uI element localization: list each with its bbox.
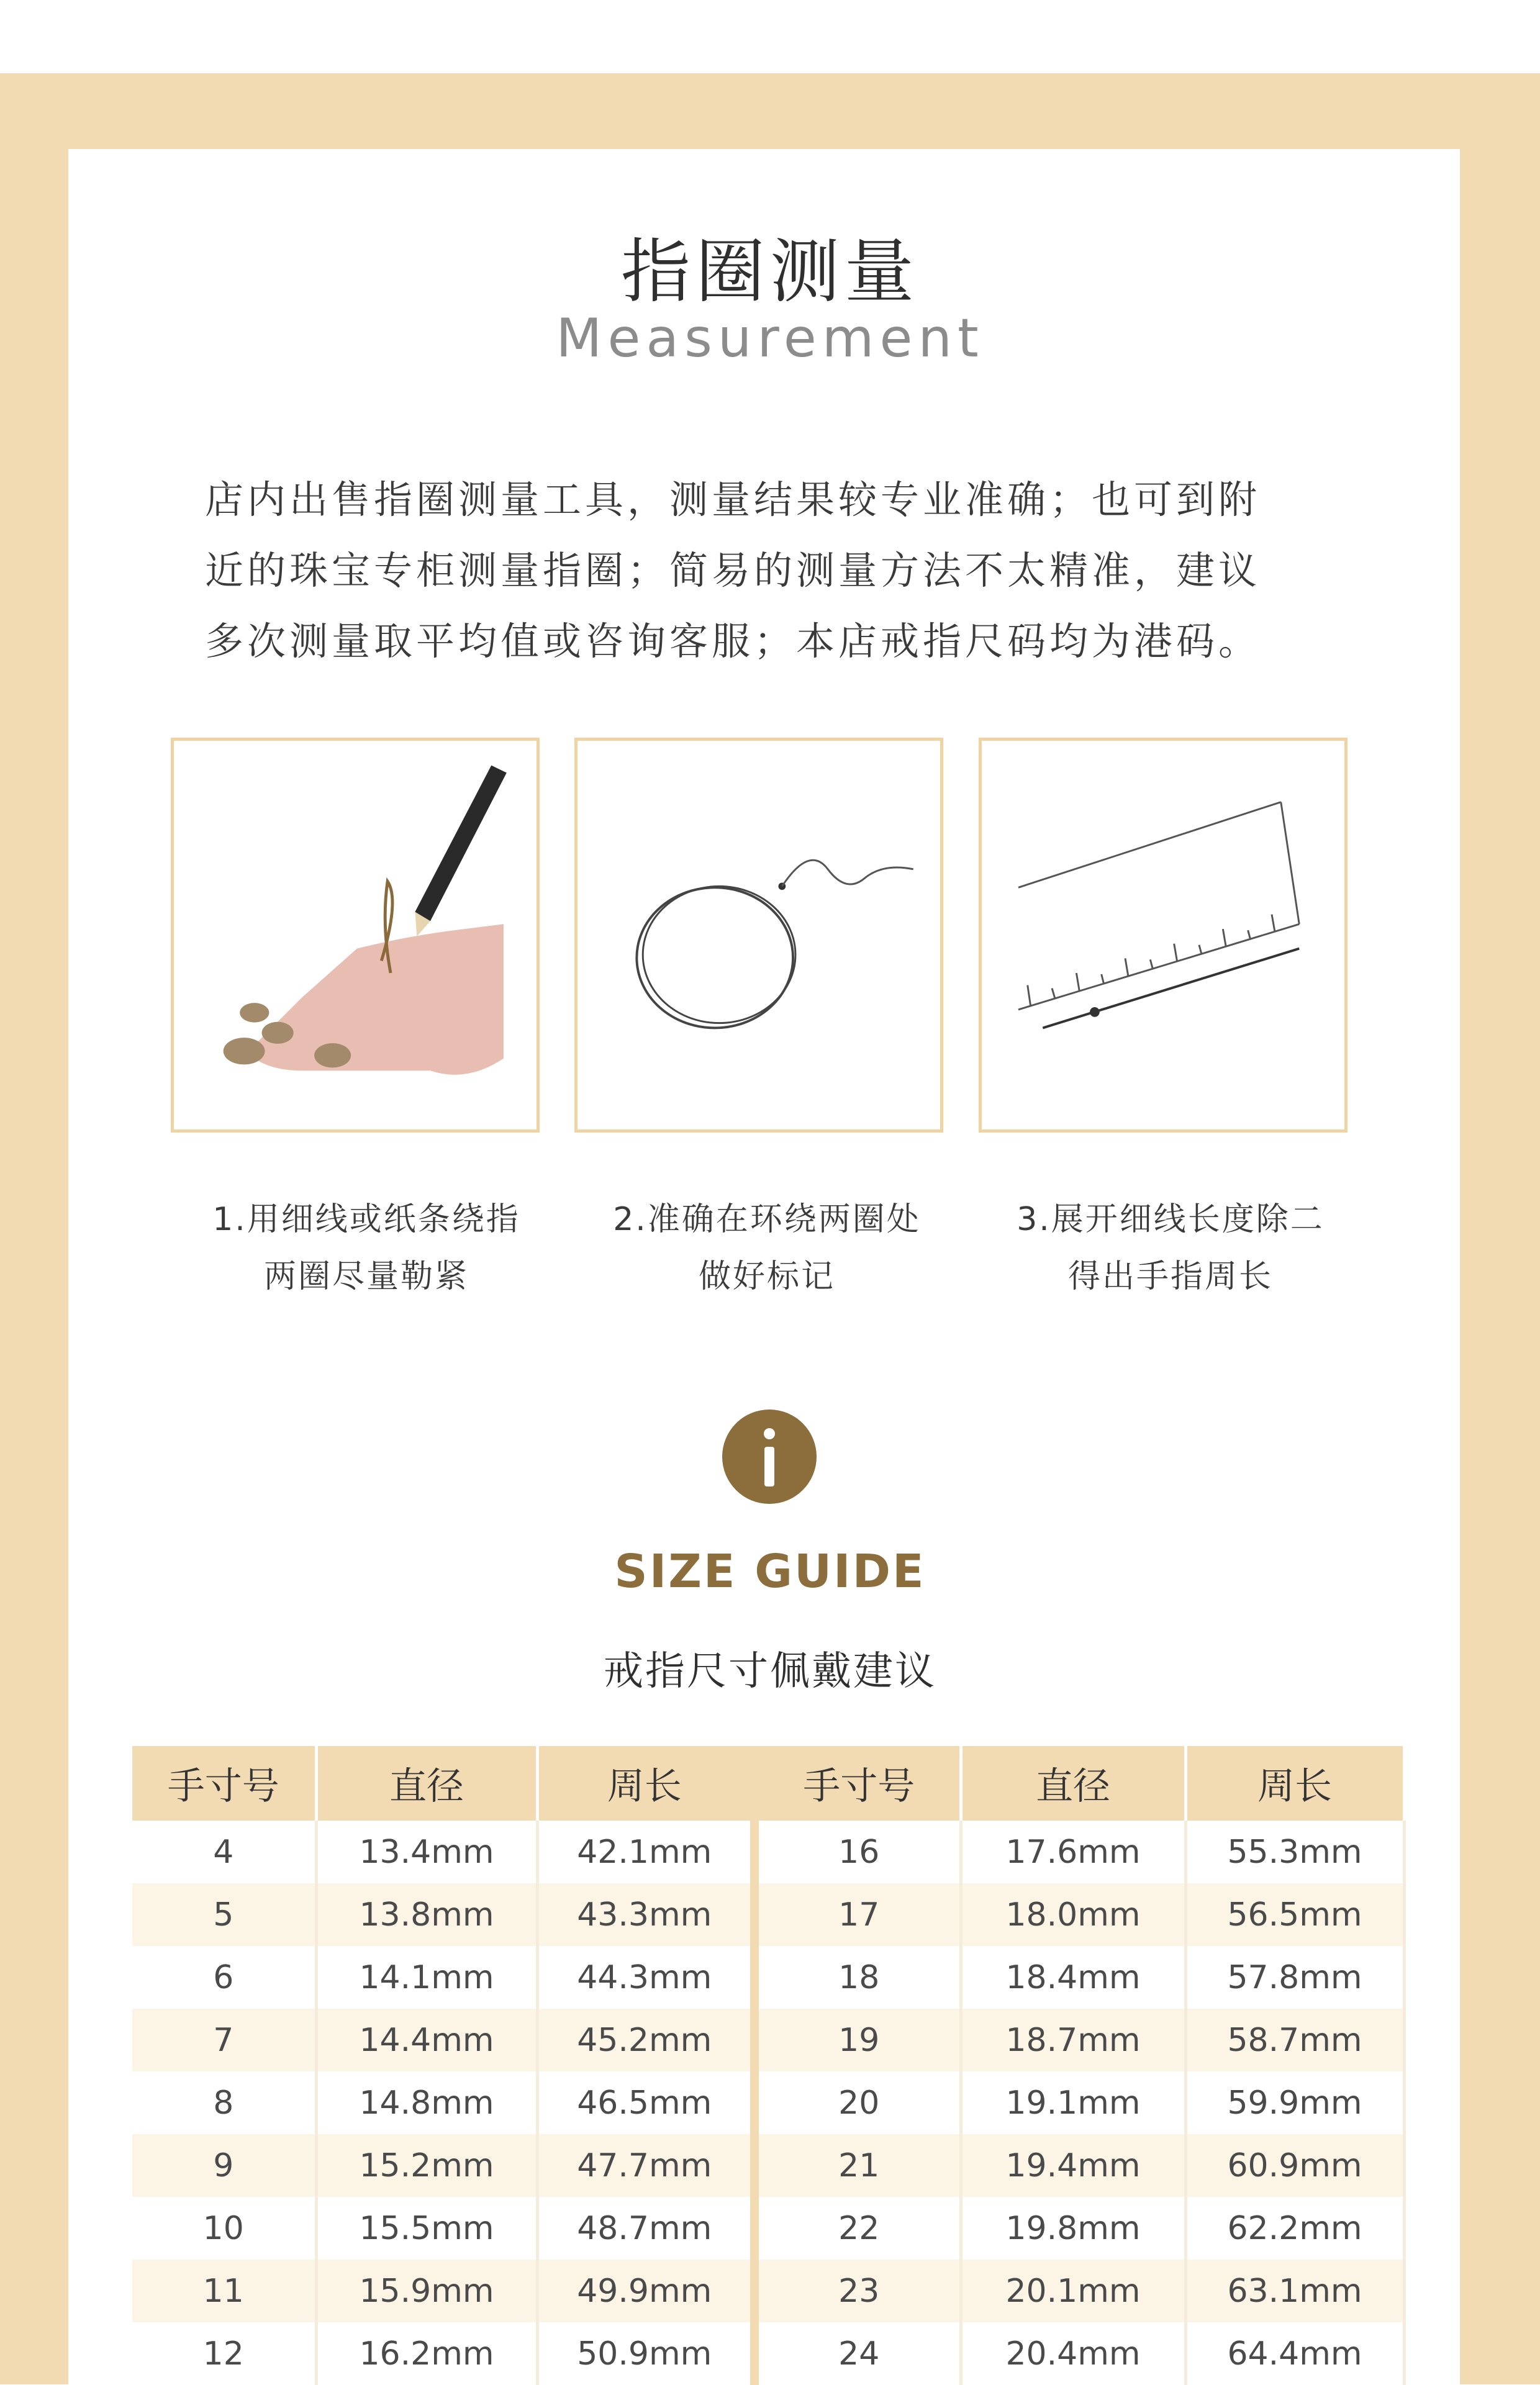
table-cell: 23 (754, 2260, 961, 2322)
table-cell: 56.5mm (1185, 1883, 1404, 1946)
page-title: 指圈测量 (621, 232, 919, 312)
table-cell: 16.2mm (316, 2322, 537, 2385)
table-row (132, 1821, 1404, 1883)
table-row (132, 2134, 1404, 2197)
table-cell: 16 (754, 1821, 961, 1883)
table-cell: 14.4mm (316, 2009, 537, 2071)
table-cell: 18.7mm (961, 2009, 1185, 2071)
header-circumference: 周长 (1185, 1746, 1404, 1821)
table-cell: 47.7mm (537, 2134, 754, 2197)
table-cell: 18.0mm (961, 1883, 1185, 1946)
table-cell: 57.8mm (1185, 1946, 1404, 2009)
table-cell: 48.7mm (537, 2197, 754, 2260)
table-row (132, 2071, 1404, 2134)
table-row (132, 1883, 1404, 1946)
table-cell: 50.9mm (537, 2322, 754, 2385)
table-row (132, 2009, 1404, 2071)
table-cell: 13.4mm (316, 1821, 537, 1883)
table-cell: 46.5mm (537, 2071, 754, 2134)
table-row (132, 2260, 1404, 2322)
table-cell: 14.1mm (316, 1946, 537, 2009)
step-3-caption-line1: 3.展开细线长度除二 (1017, 1201, 1325, 1238)
table-cell: 17 (754, 1883, 961, 1946)
table-row (132, 2322, 1404, 2385)
intro-line: 店内出售指圈测量工具，测量结果较专业准确；也可到附 (205, 477, 1261, 522)
size-guide-subtitle: 戒指尺寸佩戴建议 (604, 1649, 936, 1695)
table-cell: 49.9mm (537, 2260, 754, 2322)
table-cell: 44.3mm (537, 1946, 754, 2009)
table-cell: 18 (754, 1946, 961, 2009)
table-cell: 55.3mm (1185, 1821, 1404, 1883)
table-cell: 19.8mm (961, 2197, 1185, 2260)
step-1-illustration (171, 738, 540, 1133)
header-diameter: 直径 (961, 1746, 1185, 1821)
table-cell: 62.2mm (1185, 2197, 1404, 2260)
table-cell: 63.1mm (1185, 2260, 1404, 2322)
table-cell: 42.1mm (537, 1821, 754, 1883)
table-cell: 45.2mm (537, 2009, 754, 2071)
table-cell: 20 (754, 2071, 961, 2134)
step-2-illustration (574, 738, 943, 1133)
header-circumference: 周长 (537, 1746, 754, 1821)
table-row (132, 1946, 1404, 2009)
intro-line: 多次测量取平均值或咨询客服；本店戒指尺码均为港码。 (205, 618, 1261, 664)
table-cell: 19.4mm (961, 2134, 1185, 2197)
table-cell: 58.7mm (1185, 2009, 1404, 2071)
header-size: 手寸号 (754, 1746, 961, 1821)
table-cell: 18.4mm (961, 1946, 1185, 2009)
table-cell: 20.4mm (961, 2322, 1185, 2385)
step-2-caption (565, 1191, 969, 1305)
info-icon (722, 1410, 817, 1504)
table-cell: 15.9mm (316, 2260, 537, 2322)
step-3-caption (969, 1191, 1372, 1305)
table-cell: 60.9mm (1185, 2134, 1404, 2197)
thread-loop-icon (578, 741, 940, 1129)
header-diameter: 直径 (316, 1746, 537, 1821)
table-cell: 4 (132, 1821, 316, 1883)
table-cell: 5 (132, 1883, 316, 1946)
table-row (132, 2197, 1404, 2260)
table-cell: 14.8mm (316, 2071, 537, 2134)
table-cell: 43.3mm (537, 1883, 754, 1946)
table-cell: 21 (754, 2134, 961, 2197)
step-1-caption (165, 1191, 568, 1305)
table-cell: 15.2mm (316, 2134, 537, 2197)
table-cell: 13.8mm (316, 1883, 537, 1946)
table-cell: 12 (132, 2322, 316, 2385)
table-cell: 19.1mm (961, 2071, 1185, 2134)
table-cell: 7 (132, 2009, 316, 2071)
table-cell: 9 (132, 2134, 316, 2197)
size-guide-title: SIZE GUIDE (614, 1545, 926, 1598)
size-table (132, 1746, 1404, 2385)
step-3-illustration (979, 738, 1348, 1133)
hand-pencil-icon (174, 741, 537, 1129)
table-cell: 19 (754, 2009, 961, 2071)
step-2-caption-line1: 2.准确在环绕两圈处 (613, 1201, 921, 1238)
step-2-caption-line2: 做好标记 (698, 1258, 835, 1295)
table-cell: 15.5mm (316, 2197, 537, 2260)
table-cell: 20.1mm (961, 2260, 1185, 2322)
table-cell: 64.4mm (1185, 2322, 1404, 2385)
header-size: 手寸号 (132, 1746, 316, 1821)
table-cell: 10 (132, 2197, 316, 2260)
table-header-row (132, 1746, 1404, 1821)
table-cell: 11 (132, 2260, 316, 2322)
table-cell: 17.6mm (961, 1821, 1185, 1883)
ruler-icon (982, 741, 1344, 1129)
step-1-caption-line2: 两圈尽量勒紧 (263, 1258, 469, 1295)
table-cell: 59.9mm (1185, 2071, 1404, 2134)
step-3-caption-line2: 得出手指周长 (1067, 1258, 1273, 1295)
step-1-caption-line1: 1.用细线或纸条绕指 (212, 1201, 520, 1238)
intro-line: 近的珠宝专柜测量指圈；简易的测量方法不太精准，建议 (205, 548, 1261, 593)
page-subtitle: Measurement (556, 307, 984, 369)
table-cell: 6 (132, 1946, 316, 2009)
table-cell: 24 (754, 2322, 961, 2385)
table-cell: 22 (754, 2197, 961, 2260)
intro-text (205, 464, 1385, 677)
table-cell: 8 (132, 2071, 316, 2134)
